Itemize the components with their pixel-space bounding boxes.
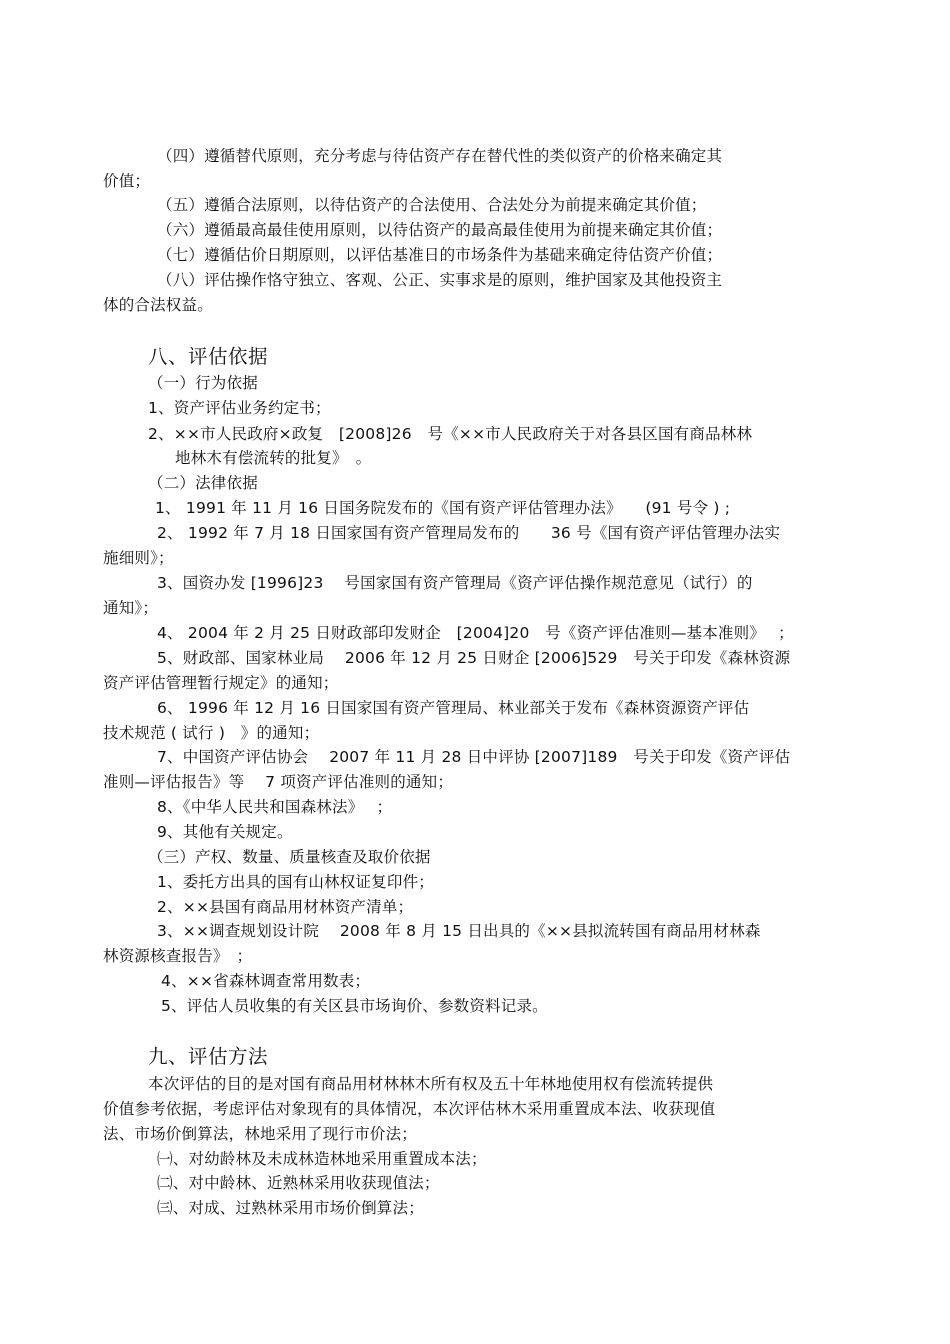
subsection-law-basis: （二）法律依据 <box>148 474 258 492</box>
principle-4-line-1: （四）遵循替代原则，充分考虑与待估资产存在替代性的类似资产的价格来确定其 <box>157 147 723 165</box>
principle-8-line-1: （八）评估操作恪守独立、客观、公正、实事求是的原则，维护国家及其他投资主 <box>157 271 723 289</box>
law-basis-item-2-line-2: 施细则》； <box>103 549 174 567</box>
subsection-property-basis: （三）产权、数量、质量核查及取价依据 <box>148 848 431 866</box>
method-item-3: ㈢、对成、过熟林采用市场价倒算法； <box>157 1199 424 1217</box>
law-basis-item-3-line-1: 3、国资办发 [1996]23 号国家国有资产管理局《资产评估操作规范意见（试行）的 <box>157 574 753 592</box>
act-basis-item-2-line-2: 地林木有偿流转的批复》 。 <box>175 449 372 467</box>
method-intro-line-2: 价值参考依据，考虑评估对象现有的具体情况，本次评估林木采用重置成本法、收获现值 <box>103 1100 716 1118</box>
property-basis-item-4: 4、××省森林调查常用数表； <box>161 972 371 990</box>
section-heading-basis: 八、评估依据 <box>148 345 269 368</box>
property-basis-item-3-line-1: 3、××调查规划设计院 2008 年 8 月 15 日出具的《××县拟流转国有商品用材林森 <box>157 922 761 940</box>
law-basis-item-4: 4、 2004 年 2 月 25 日财政部印发财企 [2004]20 号《资产评估准则—基本准则》 ； <box>157 624 794 642</box>
principle-4-line-2: 价值； <box>103 172 151 190</box>
section-heading-method: 九、评估方法 <box>148 1045 269 1068</box>
method-intro-line-3: 法、市场价倒算法，林地采用了现行市价法； <box>103 1125 418 1143</box>
principle-6: （六）遵循最高最佳使用原则，以待估资产的最高最佳使用为前提来确定其价值； <box>157 221 723 239</box>
property-basis-item-3-line-2: 林资源核查报告》 ； <box>103 947 253 965</box>
law-basis-item-3-line-2: 通知》； <box>103 599 159 617</box>
method-intro-line-1: 本次评估的目的是对国有商品用材林林木所有权及五十年林地使用权有偿流转提供 <box>148 1075 714 1093</box>
law-basis-item-7-line-1: 7、中国资产评估协会 2007 年 11 月 28 日中评协 [2007]189 号关于印发《资产评估 <box>157 748 791 766</box>
principle-5: （五）遵循合法原则，以待估资产的合法使用、合法处分为前提来确定其价值； <box>157 196 707 214</box>
act-basis-item-1: 1、资产评估业务约定书； <box>148 399 331 417</box>
law-basis-item-6-line-1: 6、 1996 年 12 月 16 日国家国有资产管理局、林业部关于发布《森林资源资产评估 <box>157 699 750 717</box>
act-basis-item-2-line-1: 2、××市人民政府×政复 [2008]26 号《××市人民政府关于对各县区国有商品林林 <box>148 425 753 443</box>
method-item-1: ㈠、对幼龄林及未成林造林地采用重置成本法； <box>157 1150 487 1168</box>
method-item-2: ㈡、对中龄林、近熟林采用收获现值法； <box>157 1174 440 1192</box>
law-basis-item-5-line-2: 资产评估管理暂行规定》的通知； <box>103 674 339 692</box>
law-basis-item-6-line-2: 技术规范 ( 试行 ) 》的通知； <box>103 724 320 742</box>
law-basis-item-7-line-2: 准则—评估报告》等 7 项资产评估准则的通知； <box>103 773 454 791</box>
property-basis-item-2: 2、××县国有商品用材林资产清单； <box>157 898 414 916</box>
law-basis-item-2-line-1: 2、 1992 年 7 月 18 日国家国有资产管理局发布的 36 号《国有资产评估管理办法实 <box>157 524 781 542</box>
subsection-act-basis: （一）行为依据 <box>148 374 258 392</box>
law-basis-item-9: 9、其他有关规定。 <box>157 823 293 841</box>
principle-7: （七）遵循估价日期原则，以评估基准日的市场条件为基础来确定待估资产价值； <box>157 246 723 264</box>
property-basis-item-5: 5、评估人员收集的有关区县市场询价、参数资料记录。 <box>161 997 548 1015</box>
principle-8-line-2: 体的合法权益。 <box>103 296 213 314</box>
law-basis-item-8: 8、《中华人民共和国森林法》 ； <box>157 798 393 816</box>
law-basis-item-5-line-1: 5、财政部、国家林业局 2006 年 12 月 25 日财企 [2006]529 号关于印发《森林资源 <box>157 649 791 667</box>
property-basis-item-1: 1、委托方出具的国有山林权证复印件； <box>157 873 434 891</box>
law-basis-item-1: 1、 1991 年 11 月 16 日国务院发布的《国有资产评估管理办法》 (91 号令 ) ; <box>155 499 731 517</box>
